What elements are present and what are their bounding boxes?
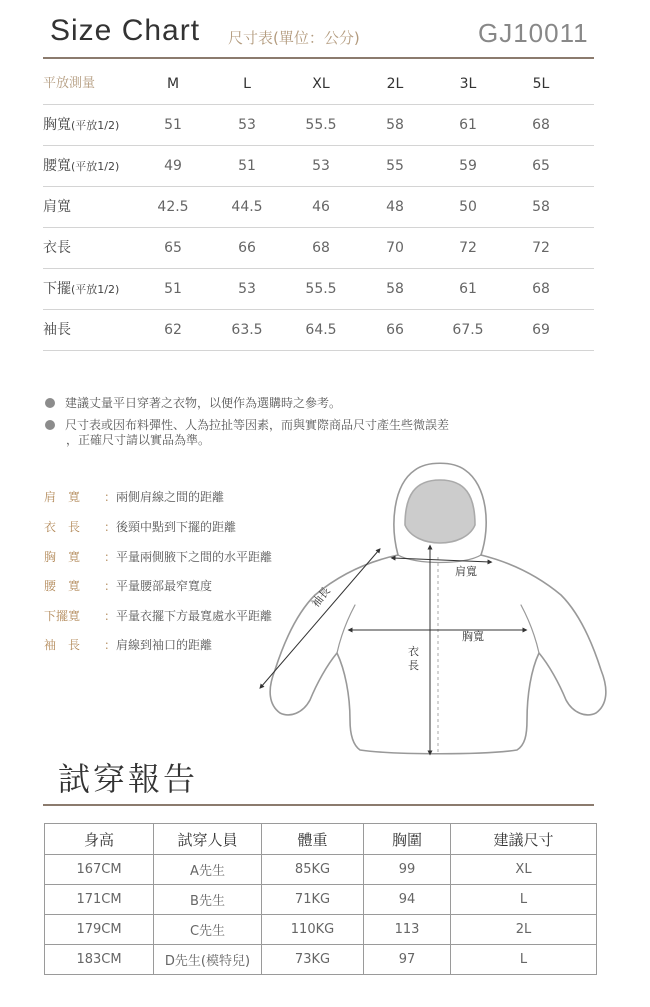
table-cell: 85KG <box>262 855 364 885</box>
table-cell: 179CM <box>45 915 154 945</box>
table-cell: 44.5 <box>231 199 263 215</box>
size-header-xl: XL <box>312 76 330 92</box>
size-header-m: M <box>166 76 180 92</box>
table-cell: 73KG <box>262 945 364 975</box>
table-cell: 53 <box>238 117 256 133</box>
size-header-3l: 3L <box>459 76 477 92</box>
trial-header-row <box>45 824 597 855</box>
trial-table <box>44 823 597 975</box>
table-cell: 49 <box>164 158 182 174</box>
table-cell: 53 <box>312 158 330 174</box>
bullet-icon <box>45 420 55 430</box>
row-label: 胸寬(平放1/2) <box>43 117 120 133</box>
row-label: 肩寬 <box>43 199 71 215</box>
table-cell: 183CM <box>45 945 154 975</box>
table-row <box>45 885 597 915</box>
table-cell: 70 <box>386 240 404 256</box>
definition-sleeve: 袖 長 ：肩線到袖口的距離 <box>44 638 213 652</box>
note-item: 建議丈量平日穿著之衣物，以便作為選購時之參考。 <box>45 394 341 411</box>
table-cell: 51 <box>164 281 182 297</box>
table-cell: 55.5 <box>305 281 337 297</box>
table-cell: 58 <box>532 199 550 215</box>
table-cell: B先生 <box>154 885 262 915</box>
note-continuation: ，正確尺寸請以實品為準。 <box>66 433 211 447</box>
table-cell: 110KG <box>262 915 364 945</box>
table-cell: 66 <box>238 240 256 256</box>
table-cell: 53 <box>238 281 256 297</box>
row-label: 衣長 <box>43 240 71 256</box>
table-cell: 72 <box>459 240 477 256</box>
sleeve-label: 袖長 <box>309 584 333 610</box>
size-header-5l: 5L <box>532 76 550 92</box>
table-cell: 68 <box>532 117 550 133</box>
table-cell: 99 <box>364 855 451 885</box>
table-cell: 59 <box>459 158 477 174</box>
table-cell: 58 <box>386 281 404 297</box>
trial-report-title: 試穿報告 <box>58 760 199 798</box>
table-cell: 42.5 <box>157 199 189 215</box>
table-cell: XL <box>451 855 597 885</box>
table-cell: 51 <box>164 117 182 133</box>
table-cell: 48 <box>386 199 404 215</box>
header-bust: 胸圍 <box>364 824 451 855</box>
page-title: Size Chart <box>50 14 201 47</box>
table-cell: 46 <box>312 199 330 215</box>
trial-divider <box>43 804 594 806</box>
table-cell: 51 <box>238 158 256 174</box>
row-label: 袖長 <box>43 322 71 338</box>
length-label-bottom: 長 <box>408 659 419 672</box>
definition-hem: 下擺寬 ：平量衣擺下方最寬處水平距離 <box>44 609 273 623</box>
chest-label: 胸寬 <box>462 630 484 643</box>
table-row <box>43 105 594 146</box>
table-cell: 65 <box>532 158 550 174</box>
table-cell: D先生(模特兒) <box>154 945 262 975</box>
header-divider <box>43 57 594 59</box>
definition-chest: 胸 寬 ：平量兩側腋下之間的水平距離 <box>44 550 273 564</box>
definition-waist: 腰 寬 ：平量腰部最窄寬度 <box>44 579 213 593</box>
table-cell: 63.5 <box>231 322 263 338</box>
header-weight: 體重 <box>262 824 364 855</box>
row-label: 下擺(平放1/2) <box>43 281 120 297</box>
table-cell: 66 <box>386 322 404 338</box>
table-cell: 55.5 <box>305 117 337 133</box>
table-row <box>43 187 594 228</box>
shoulder-label: 肩寬 <box>455 565 477 578</box>
size-table <box>43 64 594 351</box>
table-cell: 171CM <box>45 885 154 915</box>
table-cell: A先生 <box>154 855 262 885</box>
table-cell: 67.5 <box>452 322 484 338</box>
table-row <box>43 310 594 351</box>
table-row <box>45 945 597 975</box>
table-cell: 62 <box>164 322 182 338</box>
size-header-2l: 2L <box>386 76 404 92</box>
table-cell: 50 <box>459 199 477 215</box>
size-table-label-header: 平放測量 <box>43 76 96 91</box>
table-cell: L <box>451 885 597 915</box>
table-cell: 72 <box>532 240 550 256</box>
table-cell: 65 <box>164 240 182 256</box>
table-cell: 68 <box>312 240 330 256</box>
table-cell: 167CM <box>45 855 154 885</box>
table-row <box>45 915 597 945</box>
table-cell: 2L <box>451 915 597 945</box>
bullet-icon <box>45 398 55 408</box>
table-cell: 97 <box>364 945 451 975</box>
table-cell: 61 <box>459 117 477 133</box>
table-cell: 61 <box>459 281 477 297</box>
header-suggested-size: 建議尺寸 <box>451 824 597 855</box>
row-label: 腰寬(平放1/2) <box>43 158 120 174</box>
table-row <box>43 228 594 269</box>
page-subtitle: 尺寸表(單位：公分) <box>228 29 360 47</box>
table-cell: L <box>451 945 597 975</box>
definition-length: 衣 長 ：後頸中點到下擺的距離 <box>44 520 237 534</box>
table-cell: 113 <box>364 915 451 945</box>
table-row <box>43 146 594 187</box>
table-cell: 58 <box>386 117 404 133</box>
table-row <box>45 855 597 885</box>
length-label-top: 衣 <box>408 645 419 658</box>
product-code: GJ10011 <box>478 18 589 48</box>
table-cell: 55 <box>386 158 404 174</box>
size-table-header-row <box>43 64 594 105</box>
table-row <box>43 269 594 310</box>
note-item: 尺寸表或因布料彈性、人為拉扯等因素，而與實際商品尺寸產生些微誤差 <box>45 416 449 433</box>
definition-shoulder: 肩 寬 ：兩側肩線之間的距離 <box>44 490 225 504</box>
header-height: 身高 <box>45 824 154 855</box>
jacket-outline <box>270 463 606 754</box>
jacket-diagram <box>255 455 620 770</box>
table-cell: 71KG <box>262 885 364 915</box>
header-tester: 試穿人員 <box>154 824 262 855</box>
size-header-l: L <box>243 76 251 92</box>
table-cell: C先生 <box>154 915 262 945</box>
table-cell: 94 <box>364 885 451 915</box>
table-cell: 68 <box>532 281 550 297</box>
table-cell: 64.5 <box>305 322 337 338</box>
table-cell: 69 <box>532 322 550 338</box>
